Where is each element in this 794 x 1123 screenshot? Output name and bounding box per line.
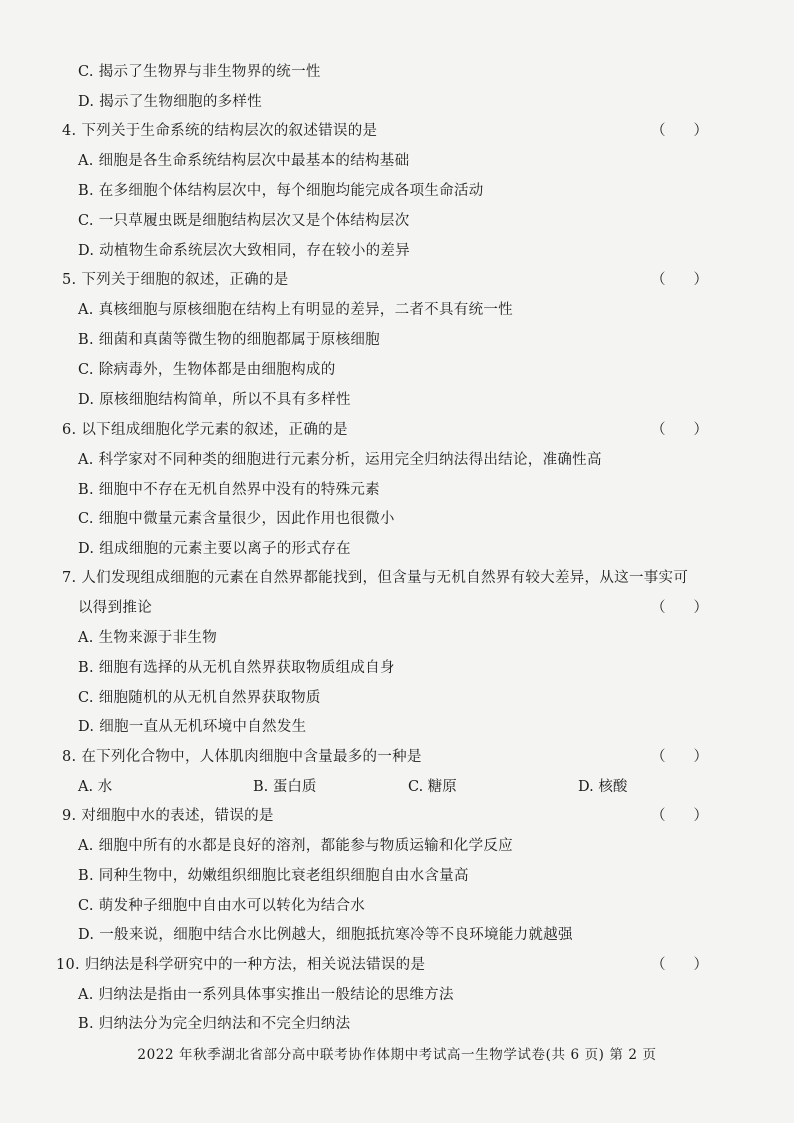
answer-blank: （） <box>651 123 736 139</box>
option-line: D. 组成细胞的元素主要以离子的形式存在 <box>78 541 351 557</box>
option-line: B. 细胞有选择的从无机自然界获取物质组成自身 <box>78 660 395 676</box>
option-line: D. 揭示了生物细胞的多样性 <box>78 94 263 110</box>
option-line: B. 细胞中不存在无机自然界中没有的特殊元素 <box>78 482 380 498</box>
option-line: D. 一般来说，细胞中结合水比例越大，细胞抵抗寒冷等不良环境能力就越强 <box>78 927 573 943</box>
question-4: 4. 下列关于生命系统的结构层次的叙述错误的是 <box>62 123 378 139</box>
answer-blank: （） <box>651 422 736 438</box>
option-line: B. 细菌和真菌等微生物的细胞都属于原核细胞 <box>78 332 380 348</box>
option-b: B. 蛋白质 <box>253 779 317 795</box>
answer-blank: （） <box>651 749 736 765</box>
option-line: A. 真核细胞与原核细胞在结构上有明显的差异，二者不具有统一性 <box>78 302 513 318</box>
option-c: C. 糖原 <box>408 779 457 795</box>
option-line: C. 一只草履虫既是细胞结构层次又是个体结构层次 <box>78 213 410 229</box>
answer-blank: （） <box>651 272 736 288</box>
answer-blank: （） <box>651 600 736 616</box>
question-10: 10. 归纳法是科学研究中的一种方法，相关说法错误的是 <box>56 957 426 973</box>
question-9: 9. 对细胞中水的表述，错误的是 <box>62 808 274 824</box>
option-line: C. 除病毒外，生物体都是由细胞构成的 <box>78 362 336 378</box>
option-line: A. 归纳法是指由一系列具体事实推出一般结论的思维方法 <box>78 987 454 1003</box>
answer-blank: （） <box>651 808 736 824</box>
question-5: 5. 下列关于细胞的叙述，正确的是 <box>62 272 289 288</box>
question-6: 6. 以下组成细胞化学元素的叙述，正确的是 <box>62 422 348 438</box>
option-line: C. 细胞中微量元素含量很少，因此作用也很微小 <box>78 511 395 527</box>
option-a: A. 水 <box>78 779 113 795</box>
question-8: 8. 在下列化合物中，人体肌肉细胞中含量最多的一种是 <box>62 749 422 765</box>
question-7-continued: 以得到推论 <box>78 600 152 616</box>
option-line: C. 细胞随机的从无机自然界获取物质 <box>78 690 321 706</box>
option-line: D. 细胞一直从无机环境中自然发生 <box>78 719 307 735</box>
option-d: D. 核酸 <box>578 779 628 795</box>
option-line: C. 揭示了生物界与非生物界的统一性 <box>78 64 321 80</box>
answer-blank: （） <box>651 957 736 973</box>
option-line: D. 原核细胞结构简单，所以不具有多样性 <box>78 392 351 408</box>
option-line: A. 细胞中所有的水都是良好的溶剂，都能参与物质运输和化学反应 <box>78 838 513 854</box>
page-footer: 2022 年秋季湖北省部分高中联考协作体期中考试高一生物学试卷(共 6 页) 第 2 页 <box>137 1047 657 1063</box>
option-line: B. 同种生物中，幼嫩组织细胞比衰老组织细胞自由水含量高 <box>78 868 469 884</box>
option-line: B. 在多细胞个体结构层次中，每个细胞均能完成各项生命活动 <box>78 183 484 199</box>
option-line: B. 归纳法分为完全归纳法和不完全归纳法 <box>78 1016 351 1032</box>
option-line: A. 生物来源于非生物 <box>78 630 217 646</box>
option-line: A. 科学家对不同种类的细胞进行元素分析，运用完全归纳法得出结论，准确性高 <box>78 452 602 468</box>
option-line: A. 细胞是各生命系统结构层次中最基本的结构基础 <box>78 153 410 169</box>
option-line: D. 动植物生命系统层次大致相同，存在较小的差异 <box>78 243 411 259</box>
option-line: C. 萌发种子细胞中自由水可以转化为结合水 <box>78 898 366 914</box>
question-7: 7. 人们发现组成细胞的元素在自然界都能找到，但含量与无机自然界有较大差异，从这一事实可 <box>62 570 689 586</box>
